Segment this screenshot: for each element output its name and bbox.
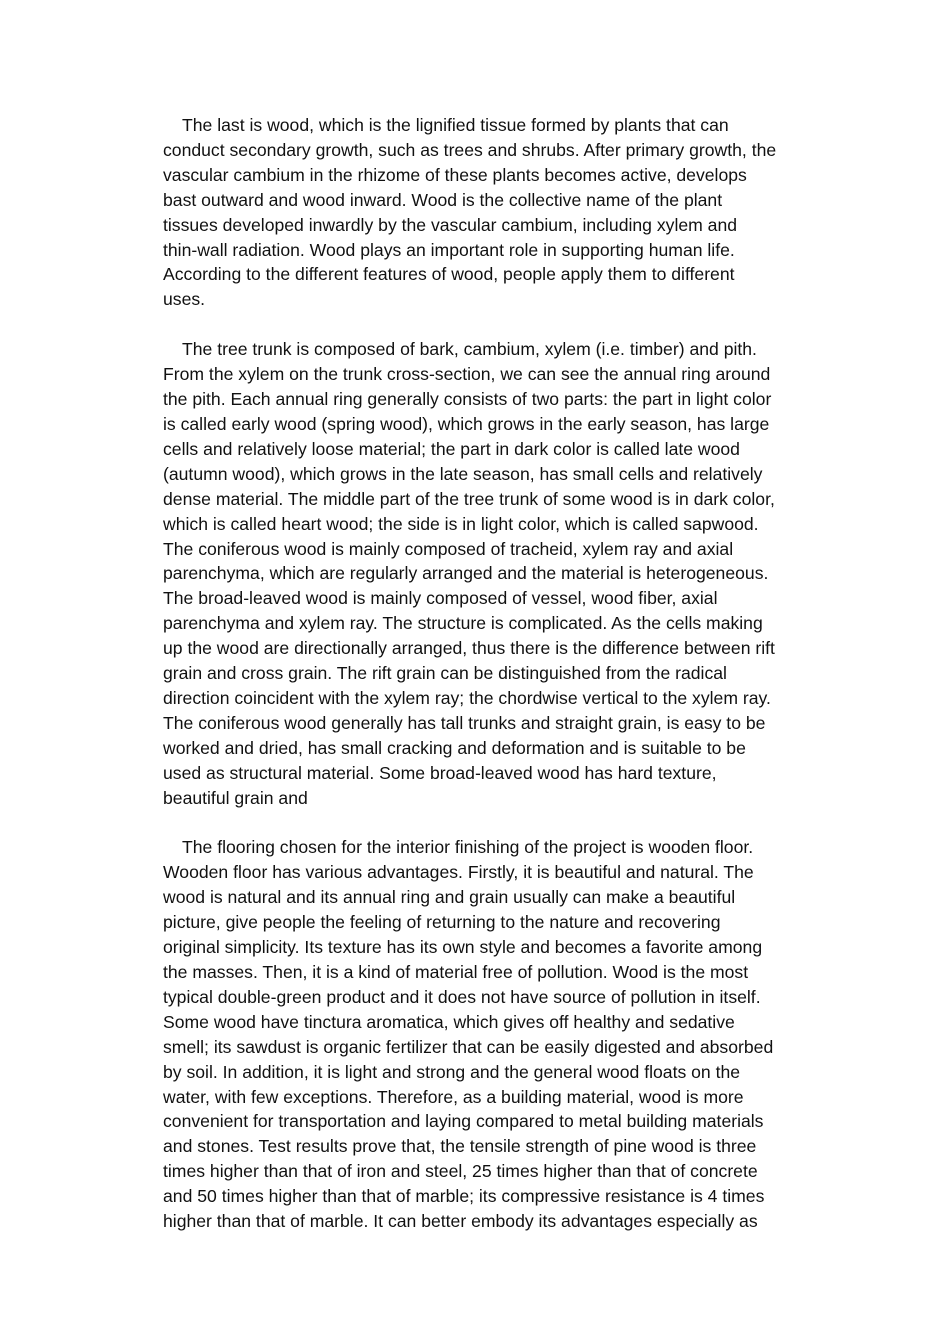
text-line: Wooden floor has various advantages. Firstly, it is beautiful and natural. The [163,862,754,883]
text-line: water, with few exceptions. Therefore, as a building material, wood is more [163,1086,744,1107]
text-line: higher than that of marble. It can better embody its advantages especially as [163,1211,758,1232]
text-line: tissues developed inwardly by the vascular cambium, including xylem and [163,214,738,235]
text-line: (autumn wood), which grows in the late season, has small cells and relatively [163,463,763,484]
document-body [144,113,814,1259]
text-line: Some wood have tinctura aromatica, which gives off healthy and sedative [163,1011,735,1032]
text-line: From the xylem on the trunk cross-section, we can see the annual ring around [163,364,771,385]
text-line: by soil. In addition, it is light and strong and the general wood floats on the [163,1061,741,1082]
text-line: The flooring chosen for the interior finishing of the project is wooden floor. [182,837,754,858]
text-line: cells and relatively loose material; the part in dark color is called late wood [163,438,740,459]
text-line: conduct secondary growth, such as trees and shrubs. After primary growth, the [163,139,777,160]
text-line: grain and cross grain. The rift grain can be distinguished from the radical [163,663,727,684]
text-line: direction coincident with the xylem ray; the chordwise vertical to the xylem ray. [163,687,771,708]
text-line: convenient for transportation and laying compared to metal building materials [163,1111,764,1132]
text-line: The broad-leaved wood is mainly composed of vessel, wood fiber, axial [163,588,718,609]
text-line: typical double-green product and it does not have source of pollution in itself. [163,986,761,1007]
text-line: up the wood are directionally arranged, thus there is the difference between rift [163,638,775,659]
text-line: which is called heart wood; the side is in light color, which is called sapwood. [163,513,759,534]
text-line: beautiful grain and [163,787,308,808]
text-line: thin-wall radiation. Wood plays an important role in supporting human life. [163,239,735,260]
text-line: the masses. Then, it is a kind of material free of pollution. Wood is the most [163,962,749,982]
text-line: picture, give people the feeling of returning to the nature and recovering [163,912,721,933]
text-line: The coniferous wood generally has tall trunks and straight grain, is easy to be [163,712,766,733]
text-line: vascular cambium in the rhizome of these plants becomes active, develops [163,164,747,185]
text-line: The coniferous wood is mainly composed of tracheid, xylem ray and axial [163,538,734,559]
text-line: dense material. The middle part of the tree trunk of some wood is in dark color, [163,488,775,509]
text-line: uses. [163,289,206,310]
text-line: and 50 times higher than that of marble; its compressive resistance is 4 times [163,1186,765,1207]
text-line: the pith. Each annual ring generally consists of two parts: the part in light color [163,389,772,410]
text-line: and stones. Test results prove that, the tensile strength of pine wood is three [163,1136,757,1157]
text-line: The tree trunk is composed of bark, cambium, xylem (i.e. timber) and pith. [182,339,757,360]
paragraph-wood-definition [144,113,814,312]
paragraph-wooden-floor [144,835,814,1234]
text-line: According to the different features of wood, people apply them to different [163,264,735,285]
paragraph-tree-trunk [144,337,814,810]
text-line: smell; its sawdust is organic fertilizer that can be easily digested and absorbed [163,1036,774,1057]
text-line: The last is wood, which is the lignified tissue formed by plants that can [182,115,729,135]
text-line: parenchyma, which are regularly arranged and the material is heterogeneous. [163,563,769,584]
text-line: is called early wood (spring wood), which grows in the early season, has large [163,413,770,434]
text-line: bast outward and wood inward. Wood is the collective name of the plant [163,189,723,210]
text-line: original simplicity. Its texture has its own style and becomes a favorite among [163,937,763,958]
text-line: times higher than that of iron and steel, 25 times higher than that of concrete [163,1161,758,1182]
text-line: used as structural material. Some broad-leaved wood has hard texture, [163,762,717,783]
text-line: parenchyma and xylem ray. The structure is complicated. As the cells making [163,613,763,634]
text-line: wood is natural and its annual ring and grain usually can make a beautiful [163,887,736,908]
text-line: worked and dried, has small cracking and deformation and is suitable to be [163,737,746,758]
